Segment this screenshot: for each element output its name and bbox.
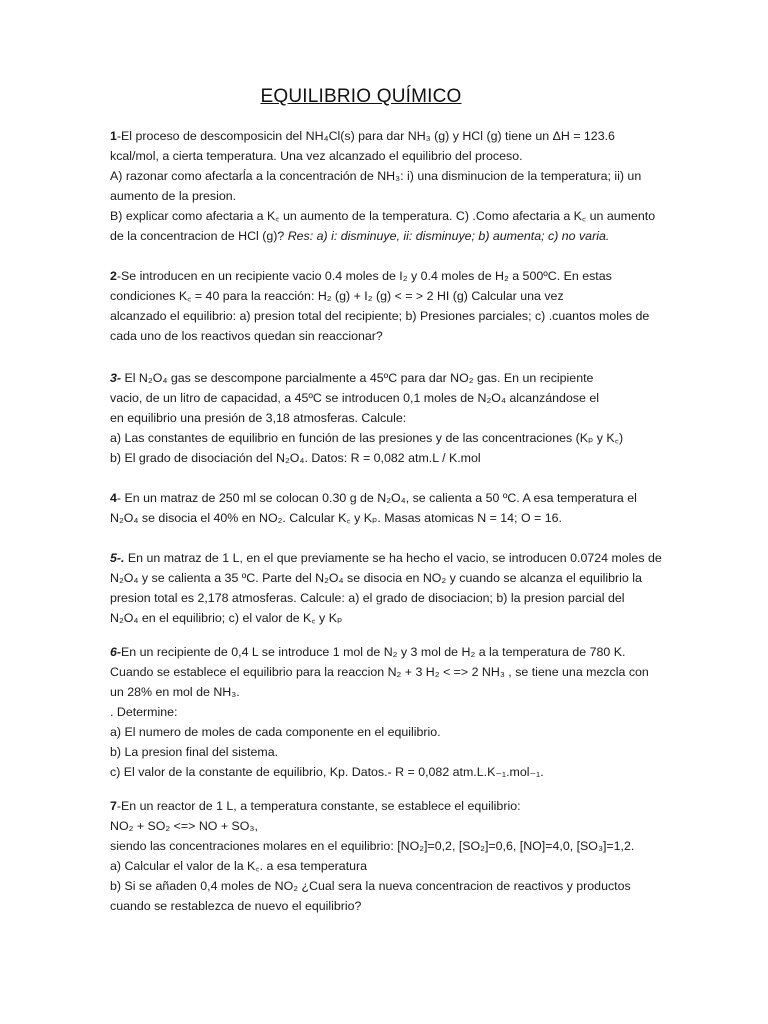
problem-text: El N₂O₄ gas se descompone parcialmente a 45ºC para dar NO₂ gas. En un recipiente — [121, 371, 594, 385]
problem-line — [110, 226, 670, 246]
page-title: EQUILIBRIO QUÍMICO — [260, 86, 462, 107]
problem-line — [110, 126, 670, 146]
problem-line — [110, 266, 670, 286]
problem-line: N₂O₄ se disocia el 40% en NO₂. Calcular K꜀ y Kₚ. Masas atomicas N = 14; O = 16. — [110, 511, 562, 525]
problem-line — [110, 548, 670, 568]
problem-line: cuando se restablezca de nuevo el equilibrio? — [110, 899, 362, 913]
problem-5 — [110, 548, 670, 628]
problem-text: - En un matraz de 250 ml se colocan 0.30 g de N₂O₄, se calienta a 50 ºC. A esa temperatura el — [116, 491, 637, 505]
problem-number: 7 — [110, 799, 117, 813]
problem-line: a) Calcular el valor de la K꜀. a esa temperatura — [110, 859, 368, 873]
problem-line: b) La presion final del sistema. — [110, 745, 279, 759]
problem-line: b) Si se añaden 0,4 moles de NO₂ ¿Cual sera la nueva concentracion de reactivos y productos — [110, 879, 631, 893]
problem-line: en equilibrio una presión de 3,18 atmosferas. Calcule: — [110, 411, 407, 425]
problem-number: 5-. — [110, 551, 125, 565]
problem-number: 1 — [110, 129, 117, 143]
problem-line: kcal/mol, a cierta temperatura. Una vez alcanzado el equilibrio del proceso. — [110, 149, 523, 163]
problem-text: En un recipiente de 0,4 L se introduce 1 mol de N₂ y 3 mol de H₂ a la temperatura de 780 K. — [121, 645, 626, 659]
problem-line: N₂O₄ y se calienta a 35 ºC. Parte del N₂O₄ se disocia en NO₂ y cuando se alcanza el equilibrio la — [110, 571, 642, 585]
problem-line — [110, 642, 670, 662]
problem-1 — [110, 126, 670, 246]
problem-7 — [110, 796, 670, 916]
problem-text: -El proceso de descomposicin del NH₄Cl(s) para dar NH₃ (g) y HCl (g) tiene un ΔH = 123.6 — [116, 129, 615, 143]
problem-text: de la concentracion de HCl (g)? — [110, 229, 285, 243]
problem-2 — [110, 266, 670, 346]
problem-6 — [110, 642, 670, 782]
problem-line: B) explicar como afectaria a K꜀ un aumento de la temperatura. C) .Como afectaria a K꜀ un aumento — [110, 209, 656, 223]
problem-line: alcanzado el equilibrio: a) presion total del recipiente; b) Presiones parciales; c) .cuantos moles de — [110, 309, 650, 323]
problem-number: 6- — [110, 645, 122, 659]
problem-line: a) Las constantes de equilibrio en función de las presiones y de las concentraciones (Kₚ y K꜀) — [110, 431, 624, 445]
problem-line: b) El grado de disociación del N₂O₄. Datos: R = 0,082 atm.L / K.mol — [110, 451, 481, 465]
problem-line: un 28% en mol de NH₃. — [110, 685, 240, 699]
problem-line — [110, 796, 670, 816]
problem-line: Cuando se establece el equilibrio para la reaccion N₂ + 3 H₂ < => 2 NH₃ , se tiene una mezcla con — [110, 665, 649, 679]
problem-text: -En un reactor de 1 L, a temperatura constante, se establece el equilibrio: — [116, 799, 521, 813]
problem-4 — [110, 488, 670, 528]
problem-line: condiciones K꜀ = 40 para la reacción: H₂ (g) + I₂ (g) < = > 2 HI (g) Calcular una vez — [110, 289, 564, 303]
problem-line: vacio, de un litro de capacidad, a 45ºC se introducen 0,1 moles de N₂O₄ alcanzándose el — [110, 391, 599, 405]
problem-line: siendo las concentraciones molares en el equilibrio: [NO₂]=0,2, [SO₂]=0,6, [NO]=4,0, [SO₃]=1,2. — [110, 839, 635, 853]
problem-text: -Se introducen en un recipiente vacio 0.4 moles de I₂ y 0.4 moles de H₂ a 500ºC. En estas — [116, 269, 612, 283]
problem-line — [110, 488, 670, 508]
problem-line: . Determine: — [110, 705, 178, 719]
problem-text: En un matraz de 1 L, en el que previamente se ha hecho el vacio, se introducen 0.0724 moles de — [124, 551, 662, 565]
problem-line: c) El valor de la constante de equilibrio, Kp. Datos.- R = 0,082 atm.L.K₋₁.mol₋₁. — [110, 765, 544, 779]
problem-line: NO₂ + SO₂ <=> NO + SO₃, — [110, 819, 258, 833]
problem-result: Res: a) i: disminuye, ii: disminuye; b) aumenta; c) no varia. — [284, 229, 610, 243]
problem-line: presion total es 2,178 atmosferas. Calcule: a) el grado de disociacion; b) la presion parcial del — [110, 591, 625, 605]
problem-line — [110, 368, 670, 388]
problem-line: aumento de la presion. — [110, 189, 237, 203]
problem-number: 2 — [110, 269, 117, 283]
problem-line: N₂O₄ en el equilibrio; c) el valor de K꜀ y Kₚ — [110, 611, 343, 625]
problem-line: a) El numero de moles de cada componente en el equilibrio. — [110, 725, 441, 739]
problem-line: A) razonar como afectarĺa a la concentración de NH₃: i) una disminucion de la temperatura; ii) un — [110, 169, 642, 183]
problem-line: cada uno de los reactivos quedan sin reaccionar? — [110, 329, 383, 343]
problem-number: 3- — [110, 371, 122, 385]
problem-number: 4 — [110, 491, 117, 505]
problem-3 — [110, 368, 670, 468]
